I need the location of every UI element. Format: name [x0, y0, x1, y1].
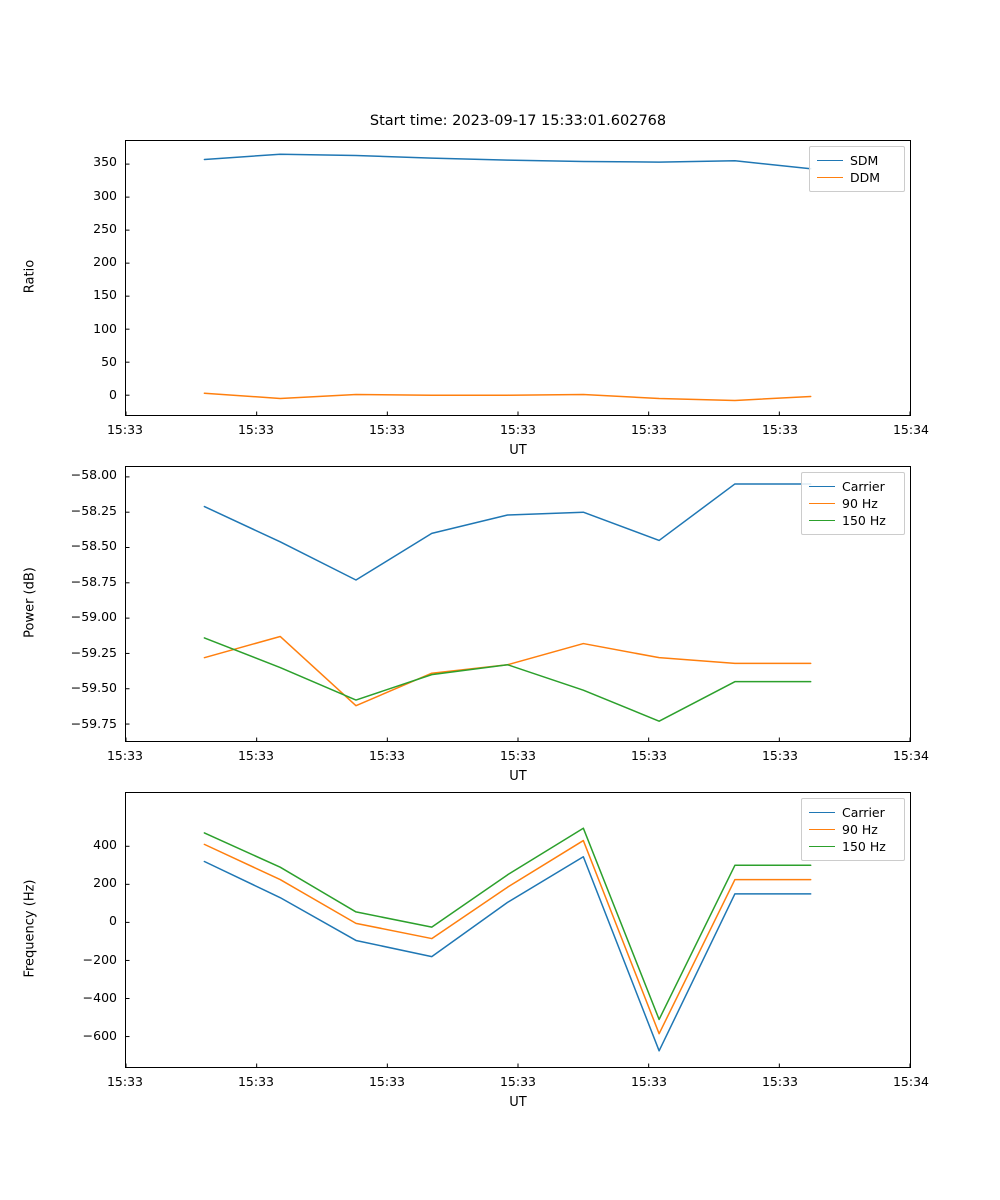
y-tick-label: 200	[93, 875, 117, 890]
plot-area-3	[125, 792, 911, 1068]
y-tick-label: 100	[93, 320, 117, 336]
y-axis-label-2: Power (dB)	[22, 567, 38, 638]
series-line-90-hz	[204, 841, 810, 1034]
x-tick-label: 15:33	[106, 1074, 144, 1089]
y-tick-label: 350	[93, 154, 117, 170]
x-axis-label-3: UT	[509, 1095, 527, 1110]
chart-title: Start time: 2023-09-17 15:33:01.602768	[369, 113, 667, 129]
legend-swatch-90-hz	[809, 829, 835, 830]
legend-row	[809, 821, 897, 838]
x-tick-label: 15:33	[237, 748, 275, 763]
x-tick-label: 15:33	[499, 748, 537, 763]
x-tick-label: 15:33	[106, 748, 144, 763]
legend-swatch-carrier	[809, 812, 835, 813]
legend-label: Carrier	[842, 805, 885, 820]
legend-label: 150 Hz	[842, 513, 886, 528]
y-tick-label: −400	[82, 990, 117, 1005]
x-tick-label: 15:33	[368, 748, 406, 763]
legend-row	[809, 838, 897, 855]
x-tick-label: 15:33	[106, 422, 144, 437]
legend-swatch-150-hz	[809, 846, 835, 847]
y-tick-label: −58.50	[70, 538, 117, 554]
y-tick-label: 400	[93, 836, 117, 852]
x-tick-label: 15:33	[761, 422, 799, 437]
legend-label: DDM	[850, 170, 881, 185]
y-axis-label-1: Ratio	[22, 259, 38, 294]
legend-label: 150 Hz	[842, 839, 886, 854]
x-tick-label: 15:33	[761, 1074, 799, 1089]
y-tick-label: −58.00	[70, 466, 117, 482]
legend-label: SDM	[850, 153, 879, 168]
x-axis-label-2: UT	[509, 769, 527, 784]
y-tick-label: −59.75	[70, 715, 117, 731]
legend-label: Carrier	[842, 479, 885, 494]
y-tick-label: 200	[93, 254, 117, 270]
series-line-carrier	[204, 857, 810, 1051]
y-tick-label: 0	[109, 387, 117, 403]
x-axis-label-1: UT	[509, 443, 527, 458]
legend-row	[809, 804, 897, 821]
legend-label: 90 Hz	[842, 822, 878, 837]
y-tick-label: −58.25	[70, 502, 117, 518]
y-tick-label: −200	[82, 951, 117, 967]
legend-3	[801, 798, 905, 861]
x-tick-label: 15:33	[237, 1074, 275, 1089]
x-tick-label: 15:33	[761, 748, 799, 763]
y-tick-label: 150	[93, 287, 117, 303]
y-tick-label: −59.50	[70, 680, 117, 696]
y-axis-label-3: Frequency (Hz)	[22, 879, 38, 978]
x-tick-label: 15:34	[892, 1074, 930, 1089]
x-tick-label: 15:33	[368, 1074, 406, 1089]
x-tick-label: 15:33	[499, 422, 537, 437]
y-tick-label: −59.25	[70, 644, 117, 660]
x-tick-label: 15:34	[892, 748, 930, 763]
x-tick-label: 15:33	[630, 422, 668, 437]
y-tick-label: 0	[109, 913, 117, 929]
y-tick-label: 50	[101, 353, 117, 369]
y-tick-label: −59.00	[70, 609, 117, 625]
x-tick-label: 15:33	[499, 1074, 537, 1089]
x-tick-label: 15:33	[630, 748, 668, 763]
x-tick-label: 15:33	[237, 422, 275, 437]
plot-lines-3	[126, 793, 910, 1067]
x-tick-label: 15:33	[368, 422, 406, 437]
y-tick-label: 300	[93, 187, 117, 203]
y-tick-label: 250	[93, 220, 117, 236]
x-tick-label: 15:34	[892, 422, 930, 437]
y-tick-label: −58.75	[70, 573, 117, 589]
x-tick-label: 15:33	[630, 1074, 668, 1089]
legend-label: 90 Hz	[842, 496, 878, 511]
y-tick-label: −600	[82, 1028, 117, 1044]
